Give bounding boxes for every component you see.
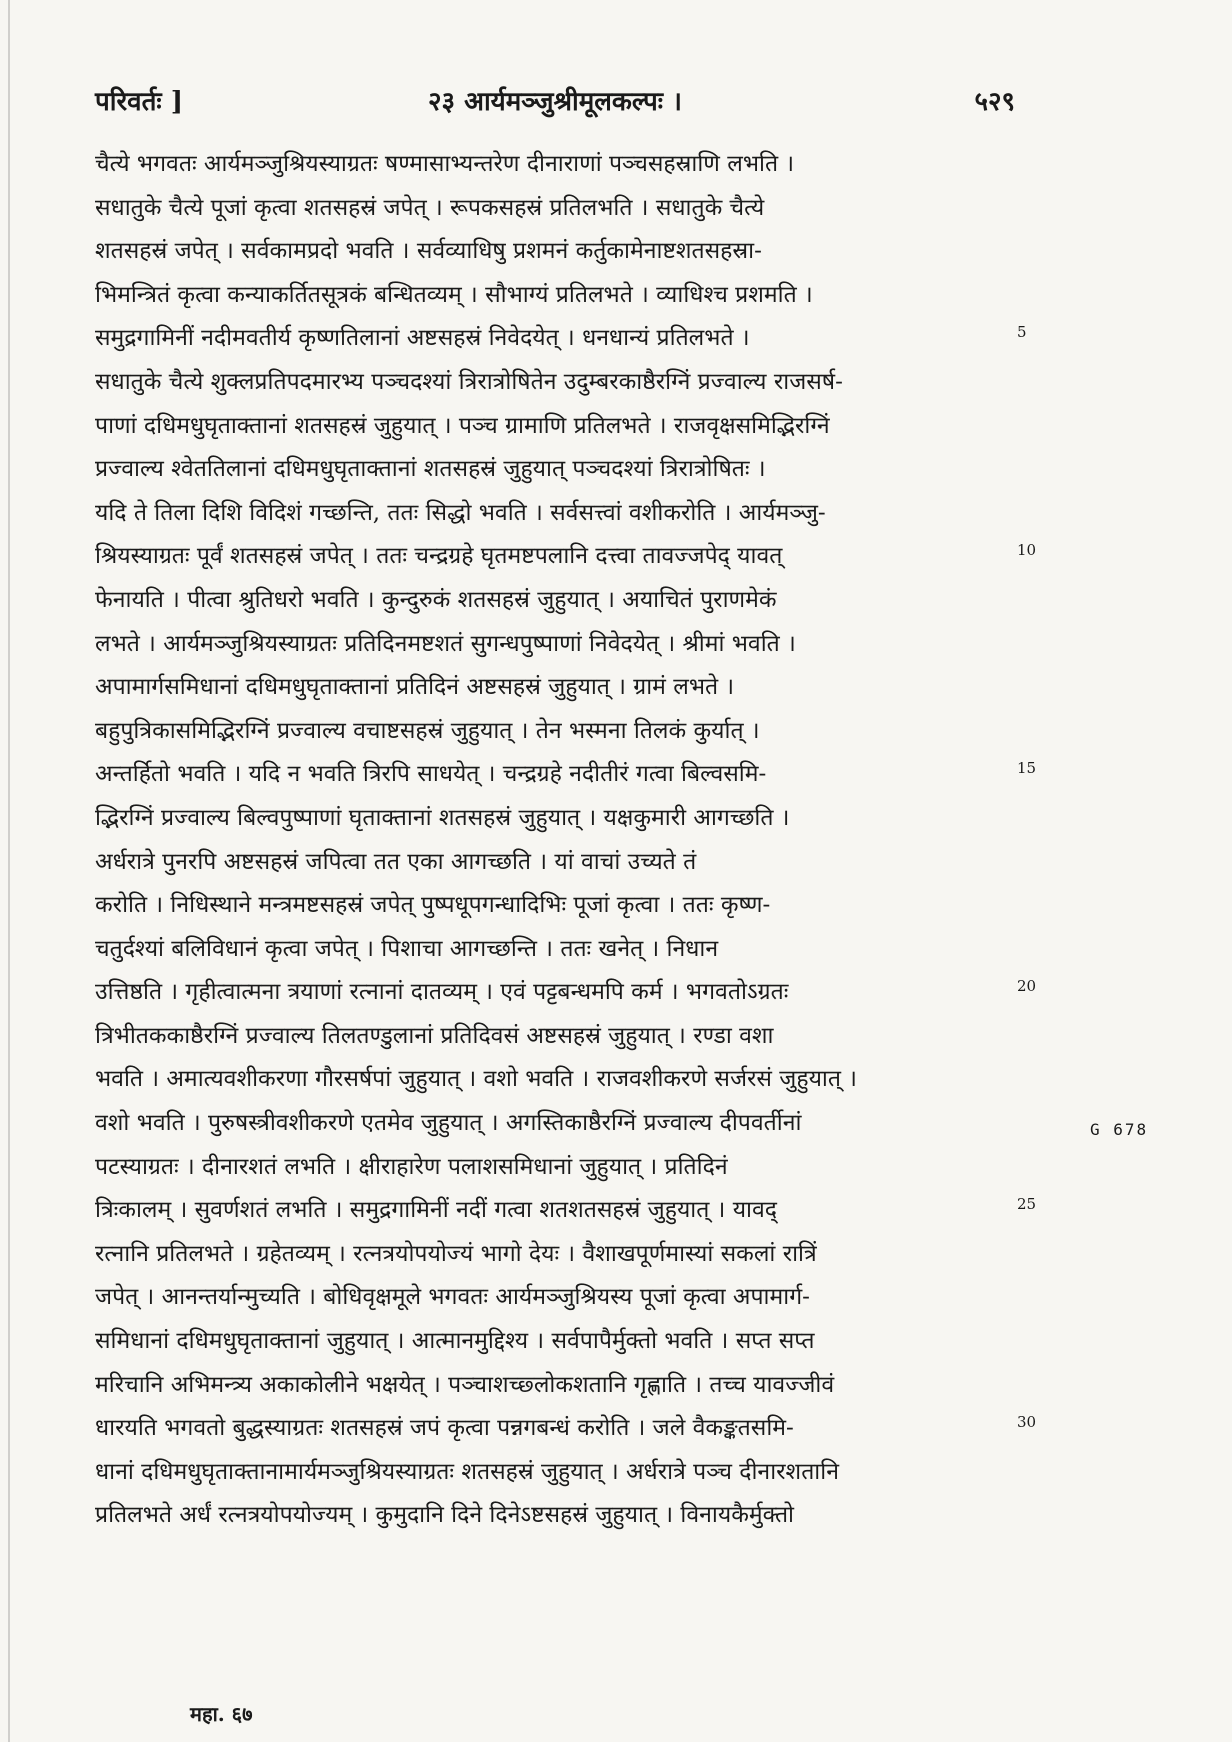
line-text: जपेत् । आनन्तर्यान्मुच्यति । बोधिवृक्षमूले भगवतः आर्यमञ्जुश्रियस्य पूजां कृत्वा अपामार्ग- — [95, 1284, 810, 1311]
line-number: 10 — [1017, 541, 1037, 560]
text-line — [95, 1189, 1037, 1233]
line-text: यदि ते तिला दिशि विदिशं गच्छन्ति, ततः सिद्धो भवति । सर्वसत्त्वां वशीकरोति । आर्यमञ्जु- — [95, 499, 826, 526]
line-text: मरिचानि अभिमन्त्र्य अकाकोलीने भक्षयेत् । पञ्चाशच्छ्लोकशतानि गृह्णाति । तच्च यावज्जीवं — [95, 1371, 835, 1398]
line-text: अर्धरात्रे पुनरपि अष्टसहस्रं जपित्वा तत एका आगच्छति । यां वाचां उच्यते तं — [95, 848, 697, 875]
header-section: परिवर्तः ] — [95, 87, 184, 117]
text-line — [95, 361, 1015, 405]
text-line — [95, 1451, 1015, 1495]
line-text: सधातुके चैत्ये पूजां कृत्वा शतसहस्रं जपेत् । रूपकसहस्रं प्रतिलभति । सधातुके चैत्ये — [95, 194, 765, 221]
text-line — [95, 230, 1015, 274]
text-line — [95, 187, 1015, 231]
line-text: धारयति भगवतो बुद्धस्याग्रतः शतसहस्रं जपं कृत्वा पन्नगबन्धं करोति । जले वैकङ्कतसमि- — [95, 1415, 794, 1442]
line-text: भवति । अमात्यवशीकरणा गौरसर्षपां जुहुयात् । वशो भवति । राजवशीकरणे सर्जरसं जुहुयात् । — [95, 1066, 858, 1093]
line-text: अन्तर्हितो भवति । यदि न भवति त्रिरपि साधयेत् । चन्द्रग्रहे नदीतीरं गत्वा बिल्वसमि- — [95, 761, 767, 788]
line-text: चैत्ये भगवतः आर्यमञ्जुश्रियस्याग्रतः षण्मासाभ्यन्तरेण दीनाराणां पञ्चसहस्राणि लभति । — [95, 151, 795, 177]
text-line — [95, 1407, 1037, 1451]
header-title: २३ आर्यमञ्जुश्रीमूलकल्पः । — [428, 87, 682, 117]
line-text: चतुर्दश्यां बलिविधानं कृत्वा जपेत् । पिशाचा आगच्छन्ति । ततः खनेत् । निधान — [95, 935, 719, 962]
text-line — [95, 1146, 1015, 1190]
line-text: वशो भवति । पुरुषस्त्रीवशीकरणे एतमेव जुहुयात् । अगस्तिकाष्ठैरग्निं प्रज्वाल्य दीपवर्तीनां — [95, 1110, 802, 1137]
page-number: ५२९ — [974, 87, 1015, 117]
text-line — [95, 1015, 1015, 1059]
line-text: पटस्याग्रतः । दीनारशतं लभति । क्षीराहारेण पलाशसमिधानां जुहुयात् । प्रतिदिनं — [95, 1153, 728, 1180]
text-line — [95, 797, 1015, 841]
text-line — [95, 492, 1015, 536]
line-text: करोति । निधिस्थाने मन्त्रमष्टसहस्रं जपेत् पुष्पधूपगन्धादिभिः पूजां कृत्वा । ततः कृष्ण- — [95, 892, 771, 919]
text-line — [95, 1364, 1015, 1408]
line-text: त्रिभीतककाष्ठैरग्निं प्रज्वाल्य तिलतण्डुलानां प्रतिदिवसं अष्टसहस्रं जुहुयात् । रण्डा वशा — [95, 1022, 774, 1049]
line-number: 30 — [1017, 1413, 1037, 1432]
line-text: श्रियस्याग्रतः पूर्वं शतसहस्रं जपेत् । ततः चन्द्रग्रहे घृतमष्टपलानि दत्त्वा तावज्जपेद् यावत् — [95, 543, 783, 570]
line-number: 15 — [1017, 759, 1037, 778]
text-line — [95, 1233, 1015, 1277]
text-line — [95, 666, 1015, 710]
text-line — [95, 535, 1037, 579]
text-line — [95, 1494, 1015, 1538]
text-line — [95, 1320, 1015, 1364]
text-line — [95, 317, 1027, 361]
text-line — [95, 143, 1015, 187]
line-text: बहुपुत्रिकासमिद्भिरग्निं प्रज्वाल्य वचाष्टसहस्रं जुहुयात् । तेन भस्मना तिलकं कुर्यात् । — [95, 717, 760, 744]
body-text — [95, 143, 1037, 1538]
text-line — [95, 448, 1015, 492]
text-line — [95, 971, 1037, 1015]
line-number: 20 — [1017, 977, 1037, 996]
text-line — [95, 841, 1015, 885]
line-text: समुद्रगामिनीं नदीमवतीर्य कृष्णतिलानां अष्टसहस्रं निवेदयेत् । धनधान्यं प्रतिलभते । — [95, 325, 750, 352]
page-edge — [8, 0, 10, 1742]
line-text: त्रिःकालम् । सुवर्णशतं लभति । समुद्रगामिनीं नदीं गत्वा शतशतसहस्रं जुहुयात् । यावद् — [95, 1197, 777, 1224]
line-text: फेनायति । पीत्वा श्रुतिधरो भवति । कुन्दुरुकं शतसहस्रं जुहुयात् । अयाचितं पुराणमेकं — [95, 586, 777, 613]
line-text: समिधानां दधिमधुघृताक्तानां जुहुयात् । आत्मानमुद्दिश्य । सर्वपापैर्मुक्तो भवति । सप्त सप्त — [95, 1328, 815, 1355]
text-line — [95, 274, 1015, 318]
line-text: प्रज्वाल्य श्वेततिलानां दधिमधुघृताक्तानां शतसहस्रं जुहुयात् पञ्चदश्यां त्रिरात्रोषितः । — [95, 456, 766, 483]
page-header — [95, 82, 1015, 132]
line-text: सधातुके चैत्ये शुक्लप्रतिपदमारभ्य पञ्चदश्यां त्रिरात्रोषितेन उदुम्बरकाष्ठैरग्निं प्रज्वाल्य राजसर्ष- — [95, 368, 843, 395]
text-line — [95, 579, 1015, 623]
text-line — [95, 405, 1015, 449]
line-text: शतसहस्रं जपेत् । सर्वकामप्रदो भवति । सर्वव्याधिषु प्रशमनं कर्तुकामेनाष्टशतसहस्रा- — [95, 238, 762, 265]
line-number: 5 — [1017, 323, 1027, 342]
line-text: लभते । आर्यमञ्जुश्रियस्याग्रतः प्रतिदिनमष्टशतं सुगन्धपुष्पाणां निवेदयेत् । श्रीमां भवति । — [95, 630, 796, 657]
line-text: उत्तिष्ठति । गृहीत्वात्मना त्रयाणां रत्नानां दातव्यम् । एवं पट्टबन्धमपि कर्म । भगवतोऽग्रतः — [95, 979, 789, 1006]
text-line — [95, 1102, 1015, 1146]
line-text: पाणां दधिमधुघृताक्तानां शतसहस्रं जुहुयात् । पञ्च ग्रामाणि प्रतिलभते । राजवृक्षसमिद्भिरग्निं — [95, 412, 830, 439]
text-line — [95, 1058, 1015, 1102]
line-text: धानां दधिमधुघृताक्तानामार्यमञ्जुश्रियस्याग्रतः शतसहस्रं जुहुयात् । अर्धरात्रे पञ्च दीनारशतानि — [95, 1458, 839, 1485]
text-line — [95, 710, 1015, 754]
text-line — [95, 623, 1015, 667]
line-text: प्रतिलभते अर्धं रत्नत्रयोपयोज्यम् । कुमुदानि दिने दिनेऽष्टसहस्रं जुहुयात् । विनायकैर्मुक्तो — [95, 1502, 795, 1529]
text-line — [95, 928, 1015, 972]
line-number: 25 — [1017, 1195, 1037, 1214]
footer-signature: महा. ६७ — [190, 1702, 253, 1726]
text-line — [95, 884, 1015, 928]
text-line — [95, 1276, 1015, 1320]
line-text: अपामार्गसमिधानां दधिमधुघृताक्तानां प्रतिदिनं अष्टसहस्रं जुहुयात् । ग्रामं लभते । — [95, 674, 735, 701]
line-text: द्भिरग्निं प्रज्वाल्य बिल्वपुष्पाणां घृताक्तानां शतसहस्रं जुहुयात् । यक्षकुमारी आगच्छति । — [95, 804, 790, 831]
margin-reference: G 678 — [1090, 1120, 1149, 1139]
line-text: रत्नानि प्रतिलभते । ग्रहेतव्यम् । रत्नत्रयोपयोज्यं भागो देयः । वैशाखपूर्णमास्यां सकलां रात्रिं — [95, 1240, 817, 1267]
text-line — [95, 753, 1037, 797]
line-text: भिमन्त्रितं कृत्वा कन्याकर्तितसूत्रकं बन्धितव्यम् । सौभाग्यं प्रतिलभते । व्याधिश्च प्रशमति । — [95, 281, 813, 308]
